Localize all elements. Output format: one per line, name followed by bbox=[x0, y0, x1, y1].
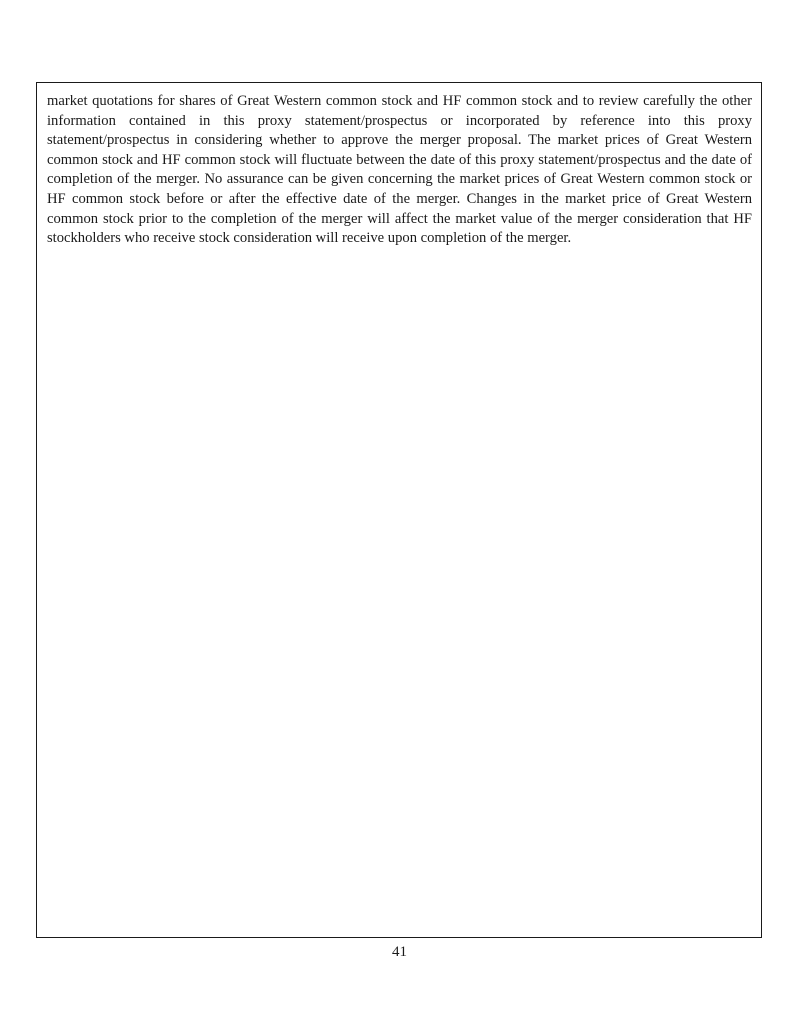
bordered-text-box bbox=[36, 82, 762, 938]
body-paragraph: market quotations for shares of Great Western common stock and HF common stock and to review carefully the other information contained in this proxy statement/prospectus or incorporated by reference into this proxy statement/prospectus in considering whether to approve the merger proposal. The market prices of Great Western common stock and HF common stock will fluctuate between the date of this proxy statement/prospectus and the date of completion of the merger. No assurance can be given concerning the market prices of Great Western common stock or HF common stock before or after the effective date of the merger. Changes in the market price of Great Western common stock prior to the completion of the merger will affect the market value of the merger consideration that HF stockholders who receive stock consideration will receive upon completion of the merger. bbox=[47, 93, 752, 247]
page-number: 41 bbox=[392, 944, 407, 960]
